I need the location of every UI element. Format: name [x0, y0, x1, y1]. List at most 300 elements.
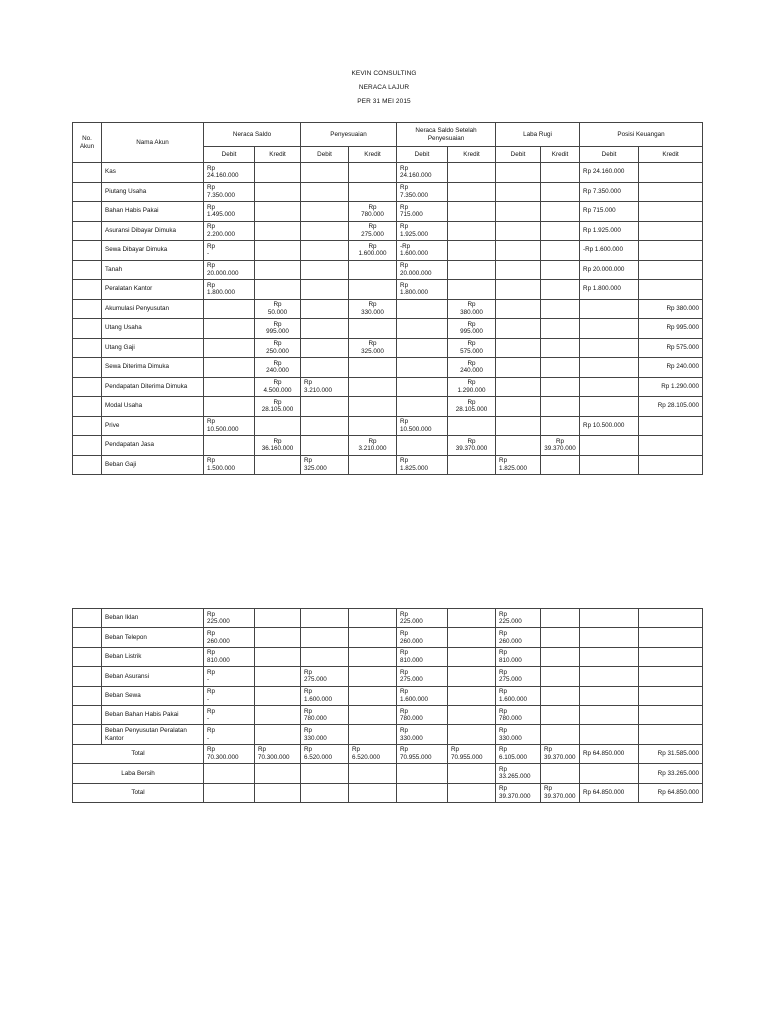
- amount-cell: [349, 725, 397, 744]
- account-number-cell: [73, 358, 102, 378]
- amount-cell: [301, 609, 349, 628]
- currency-label: Rp: [207, 746, 216, 754]
- amount-cell: [496, 358, 541, 378]
- currency-label: Rp: [499, 726, 508, 734]
- amount-cell: [349, 686, 397, 705]
- amount-cell: [349, 628, 397, 647]
- posisi-debit-cell: [580, 397, 639, 417]
- amount-cell: [301, 455, 349, 475]
- amount-cell: [496, 705, 541, 724]
- account-number-cell: [73, 397, 102, 417]
- amount-cell: [349, 260, 397, 280]
- table-row: [73, 260, 703, 280]
- amount-cell: [397, 397, 448, 417]
- posisi-debit-cell: [580, 667, 639, 686]
- table-row: [73, 686, 703, 705]
- amount-value: 330.000: [304, 734, 327, 742]
- posisi-kredit-cell: [639, 221, 703, 241]
- currency-label: Rp: [207, 726, 216, 734]
- table-row: [73, 163, 703, 183]
- worksheet-table-page2: [72, 608, 703, 803]
- currency-label: Rp: [400, 457, 409, 465]
- currency-label: Rp: [304, 688, 313, 696]
- amount-value: 1.600.000: [400, 250, 429, 258]
- posisi-kredit-cell: [639, 260, 703, 280]
- amount-cell: [397, 221, 448, 241]
- amount-value: 810.000: [400, 656, 423, 664]
- amount-cell: [541, 705, 580, 724]
- amount-cell: [204, 319, 255, 339]
- table-row: [73, 705, 703, 724]
- amount-cell: [541, 416, 580, 436]
- posisi-kredit-cell: [639, 202, 703, 222]
- amount-cell: [541, 609, 580, 628]
- amount-cell: [397, 647, 448, 666]
- amount-cell: [541, 764, 580, 783]
- table-row: [73, 647, 703, 666]
- amount-cell: [255, 299, 301, 319]
- amount-cell: [397, 202, 448, 222]
- currency-label: Rp: [400, 223, 409, 231]
- amount-cell: [301, 416, 349, 436]
- amount-value: 1.825.000: [400, 464, 429, 472]
- account-name: Pendapatan Jasa: [102, 436, 204, 456]
- table-row: [73, 202, 703, 222]
- currency-label: Rp: [467, 379, 476, 387]
- account-number-cell: [73, 319, 102, 339]
- account-name: Beban Gaji: [102, 455, 204, 475]
- amount-cell: [204, 686, 255, 705]
- account-number-cell: [73, 202, 102, 222]
- amount-cell: [496, 725, 541, 744]
- amount-cell: [496, 609, 541, 628]
- posisi-debit-cell: Rp 64.850.000: [580, 783, 639, 802]
- currency-label: Rp: [499, 707, 508, 715]
- table-row: [73, 667, 703, 686]
- amount-cell: [541, 377, 580, 397]
- amount-cell: [255, 280, 301, 300]
- header-debit: Debit: [496, 147, 541, 163]
- amount-cell: [255, 628, 301, 647]
- amount-cell: [496, 397, 541, 417]
- amount-value: 50.000: [267, 308, 288, 316]
- grand-total-row: [73, 783, 703, 802]
- currency-label: Rp: [400, 262, 409, 270]
- currency-label: Rp: [207, 242, 216, 250]
- amount-cell: [541, 436, 580, 456]
- amount-cell: [349, 241, 397, 261]
- account-name: Beban Telepon: [102, 628, 204, 647]
- posisi-kredit-cell: Rp 1.290.000: [639, 377, 703, 397]
- amount-value: 715.000: [400, 211, 423, 219]
- account-name: Asuransi Dibayar Dimuka: [102, 221, 204, 241]
- amount-cell: [349, 182, 397, 202]
- amount-cell: [448, 783, 496, 802]
- amount-value: 1.600.000: [499, 695, 528, 703]
- amount-cell: [301, 667, 349, 686]
- amount-cell: [204, 764, 255, 783]
- amount-cell: [301, 686, 349, 705]
- table-row: [73, 725, 703, 744]
- posisi-kredit-cell: [639, 628, 703, 647]
- currency-label: Rp: [400, 164, 409, 172]
- currency-label: Rp: [207, 610, 216, 618]
- total-row-label: Total: [73, 744, 204, 763]
- posisi-debit-cell: [580, 686, 639, 705]
- amount-cell: [204, 609, 255, 628]
- amount-cell: [204, 628, 255, 647]
- account-number-cell: [73, 455, 102, 475]
- header-kredit: Kredit: [541, 147, 580, 163]
- amount-cell: [397, 609, 448, 628]
- amount-value: 780.000: [499, 715, 522, 723]
- account-name: Beban Listrik: [102, 647, 204, 666]
- table-row: [73, 299, 703, 319]
- amount-cell: [349, 358, 397, 378]
- header-neraca-saldo: Neraca Saldo: [204, 123, 301, 147]
- amount-value: 4.500.000: [263, 386, 292, 394]
- account-number-cell: [73, 299, 102, 319]
- account-number-cell: [73, 628, 102, 647]
- amount-cell: [301, 163, 349, 183]
- amount-value: 20.000.000: [207, 269, 239, 277]
- amount-cell: [349, 221, 397, 241]
- account-name: Pendapatan Diterima Dimuka: [102, 377, 204, 397]
- amount-value: 1.290.000: [457, 386, 486, 394]
- account-name: Peralatan Kantor: [102, 280, 204, 300]
- table-row: [73, 377, 703, 397]
- amount-cell: [448, 744, 496, 763]
- amount-value: 1.600.000: [358, 250, 387, 258]
- account-name: Bahan Habis Pakai: [102, 202, 204, 222]
- header-nss: Neraca Saldo Setelah Penyesuaian: [397, 123, 496, 147]
- currency-label: Rp: [499, 765, 508, 773]
- amount-cell: [349, 202, 397, 222]
- amount-value: 325.000: [304, 464, 327, 472]
- currency-label: Rp: [304, 457, 313, 465]
- amount-value: -: [207, 715, 210, 723]
- currency-label: Rp: [467, 437, 476, 445]
- amount-cell: [349, 163, 397, 183]
- currency-label: Rp: [304, 746, 313, 754]
- amount-cell: [349, 647, 397, 666]
- amount-cell: [349, 338, 397, 358]
- amount-cell: [541, 686, 580, 705]
- amount-cell: [349, 377, 397, 397]
- currency-label: Rp: [368, 340, 377, 348]
- currency-label: Rp: [400, 649, 409, 657]
- amount-cell: [397, 299, 448, 319]
- posisi-kredit-cell: [639, 182, 703, 202]
- amount-value: 225.000: [400, 618, 423, 626]
- posisi-debit-cell: [580, 764, 639, 783]
- currency-label: Rp: [304, 668, 313, 676]
- amount-value: 36.160.000: [261, 445, 294, 453]
- period-title: PER 31 MEI 2015: [357, 98, 411, 105]
- amount-cell: [448, 338, 496, 358]
- account-number-cell: [73, 221, 102, 241]
- amount-cell: [255, 358, 301, 378]
- currency-label: Rp: [400, 610, 409, 618]
- amount-cell: [397, 280, 448, 300]
- amount-value: 330.000: [499, 734, 522, 742]
- amount-cell: [397, 628, 448, 647]
- amount-value: 225.000: [499, 618, 522, 626]
- table-row: [73, 241, 703, 261]
- amount-cell: [541, 260, 580, 280]
- amount-cell: [448, 705, 496, 724]
- amount-value: 70.955.000: [451, 753, 483, 761]
- amount-value: 10.500.000: [207, 425, 239, 433]
- amount-value: 240.000: [266, 367, 289, 375]
- amount-cell: [204, 397, 255, 417]
- amount-cell: [255, 163, 301, 183]
- amount-value: 260.000: [207, 637, 230, 645]
- account-name: Modal Usaha: [102, 397, 204, 417]
- posisi-debit-cell: [580, 609, 639, 628]
- amount-value: -: [207, 734, 210, 742]
- amount-cell: [496, 319, 541, 339]
- amount-cell: [204, 182, 255, 202]
- amount-cell: [541, 725, 580, 744]
- currency-label: Rp: [400, 418, 409, 426]
- currency-label: Rp: [400, 726, 409, 734]
- amount-value: 10.500.000: [400, 425, 432, 433]
- amount-cell: [397, 455, 448, 475]
- header-debit: Debit: [301, 147, 349, 163]
- account-number-cell: [73, 163, 102, 183]
- table-row: [73, 436, 703, 456]
- amount-cell: [301, 764, 349, 783]
- amount-value: 1.925.000: [400, 230, 429, 238]
- currency-label: Rp: [207, 223, 216, 231]
- amount-cell: [204, 241, 255, 261]
- posisi-debit-cell: Rp 64.850.000: [580, 744, 639, 763]
- currency-label: Rp: [368, 242, 377, 250]
- amount-cell: [541, 744, 580, 763]
- table-row: [73, 455, 703, 475]
- amount-value: 33.265.000: [499, 773, 531, 781]
- amount-cell: [349, 416, 397, 436]
- currency-label: Rp: [400, 203, 409, 211]
- amount-cell: [397, 319, 448, 339]
- account-name: Prive: [102, 416, 204, 436]
- account-name: Beban Asuransi: [102, 667, 204, 686]
- grand-total-row-label: Total: [73, 783, 204, 802]
- currency-label: Rp: [207, 262, 216, 270]
- currency-label: Rp: [499, 629, 508, 637]
- amount-cell: [496, 436, 541, 456]
- amount-cell: [397, 764, 448, 783]
- account-name: Beban Sewa: [102, 686, 204, 705]
- amount-cell: [255, 783, 301, 802]
- currency-label: -Rp: [400, 242, 411, 250]
- currency-label: Rp: [499, 746, 508, 754]
- amount-cell: [349, 744, 397, 763]
- amount-cell: [301, 377, 349, 397]
- currency-label: Rp: [467, 398, 476, 406]
- currency-label: Rp: [207, 649, 216, 657]
- account-number-cell: [73, 182, 102, 202]
- amount-cell: [255, 202, 301, 222]
- amount-cell: [301, 299, 349, 319]
- posisi-kredit-cell: [639, 667, 703, 686]
- amount-value: 28.105.000: [261, 406, 294, 414]
- amount-cell: [204, 202, 255, 222]
- company-title: KEVIN CONSULTING: [351, 70, 417, 77]
- table-row: [73, 182, 703, 202]
- account-number-cell: [73, 260, 102, 280]
- amount-cell: [448, 628, 496, 647]
- amount-value: 780.000: [304, 715, 327, 723]
- posisi-kredit-cell: [639, 416, 703, 436]
- amount-cell: [255, 338, 301, 358]
- amount-value: 225.000: [207, 618, 230, 626]
- amount-value: 780.000: [361, 211, 384, 219]
- total-row: [73, 744, 703, 763]
- currency-label: Rp: [467, 320, 476, 328]
- currency-label: Rp: [207, 629, 216, 637]
- header-kredit: Kredit: [639, 147, 703, 163]
- amount-cell: [204, 455, 255, 475]
- amount-cell: [301, 221, 349, 241]
- account-number-cell: [73, 647, 102, 666]
- amount-cell: [541, 647, 580, 666]
- table-row: [73, 221, 703, 241]
- posisi-kredit-cell: [639, 436, 703, 456]
- worksheet-table-page1: [72, 122, 703, 475]
- account-number-cell: [73, 609, 102, 628]
- amount-cell: [349, 609, 397, 628]
- currency-label: Rp: [207, 164, 216, 172]
- amount-value: 70.300.000: [258, 753, 290, 761]
- amount-cell: [255, 455, 301, 475]
- posisi-kredit-cell: Rp 28.105.000: [639, 397, 703, 417]
- amount-cell: [204, 647, 255, 666]
- amount-value: 6.105.000: [499, 753, 528, 761]
- amount-cell: [301, 280, 349, 300]
- posisi-kredit-cell: [639, 280, 703, 300]
- posisi-kredit-cell: Rp 31.585.000: [639, 744, 703, 763]
- amount-value: 780.000: [400, 715, 423, 723]
- table-row: [73, 609, 703, 628]
- amount-cell: [397, 667, 448, 686]
- amount-cell: [448, 416, 496, 436]
- currency-label: Rp: [207, 418, 216, 426]
- currency-label: Rp: [499, 610, 508, 618]
- currency-label: Rp: [368, 437, 377, 445]
- amount-value: 810.000: [207, 656, 230, 664]
- table-row: [73, 358, 703, 378]
- amount-cell: [448, 202, 496, 222]
- amount-cell: [496, 744, 541, 763]
- amount-cell: [301, 783, 349, 802]
- amount-cell: [204, 260, 255, 280]
- currency-label: Rp: [207, 457, 216, 465]
- currency-label: Rp: [273, 398, 282, 406]
- header-no-akun: No. Akun: [73, 123, 102, 163]
- laba-bersih-row: [73, 764, 703, 783]
- currency-label: Rp: [207, 688, 216, 696]
- amount-cell: [496, 221, 541, 241]
- account-number-cell: [73, 686, 102, 705]
- header-debit: Debit: [397, 147, 448, 163]
- amount-cell: [397, 163, 448, 183]
- currency-label: Rp: [304, 726, 313, 734]
- amount-cell: [397, 241, 448, 261]
- amount-cell: [255, 686, 301, 705]
- amount-value: 995.000: [266, 328, 289, 336]
- amount-value: 325.000: [361, 347, 384, 355]
- currency-label: Rp: [207, 668, 216, 676]
- posisi-kredit-cell: [639, 705, 703, 724]
- account-name: Akumulasi Penyusutan: [102, 299, 204, 319]
- amount-cell: [349, 319, 397, 339]
- amount-cell: [204, 725, 255, 744]
- posisi-debit-cell: [580, 436, 639, 456]
- account-number-cell: [73, 705, 102, 724]
- amount-cell: [301, 397, 349, 417]
- currency-label: Rp: [400, 281, 409, 289]
- account-name: Tanah: [102, 260, 204, 280]
- account-name: Sewa Diterima Dimuka: [102, 358, 204, 378]
- posisi-debit-cell: [580, 725, 639, 744]
- amount-cell: [541, 202, 580, 222]
- amount-cell: [397, 725, 448, 744]
- amount-cell: [448, 455, 496, 475]
- amount-cell: [204, 416, 255, 436]
- currency-label: Rp: [273, 320, 282, 328]
- amount-cell: [301, 705, 349, 724]
- amount-cell: [448, 260, 496, 280]
- amount-value: 1.600.000: [304, 695, 333, 703]
- amount-value: 70.300.000: [207, 753, 239, 761]
- amount-cell: [397, 260, 448, 280]
- amount-value: 380.000: [460, 308, 483, 316]
- amount-cell: [448, 667, 496, 686]
- amount-cell: [541, 455, 580, 475]
- header-kredit: Kredit: [255, 147, 301, 163]
- amount-cell: [204, 436, 255, 456]
- amount-cell: [301, 260, 349, 280]
- amount-value: 330.000: [361, 308, 384, 316]
- currency-label: Rp: [400, 668, 409, 676]
- posisi-debit-cell: [580, 705, 639, 724]
- amount-value: 1.600.000: [400, 695, 429, 703]
- amount-value: 1.495.000: [207, 211, 236, 219]
- account-number-cell: [73, 241, 102, 261]
- amount-cell: [448, 686, 496, 705]
- currency-label: Rp: [207, 184, 216, 192]
- currency-label: Rp: [273, 359, 282, 367]
- amount-cell: [349, 705, 397, 724]
- account-number-cell: [73, 416, 102, 436]
- currency-label: Rp: [556, 437, 565, 445]
- amount-cell: [301, 182, 349, 202]
- amount-cell: [255, 221, 301, 241]
- currency-label: Rp: [467, 359, 476, 367]
- currency-label: Rp: [499, 785, 508, 793]
- amount-value: 275.000: [400, 676, 423, 684]
- account-name: Piutang Usaha: [102, 182, 204, 202]
- amount-cell: [397, 182, 448, 202]
- amount-value: 240.000: [460, 367, 483, 375]
- posisi-kredit-cell: [639, 241, 703, 261]
- amount-value: 28.105.000: [455, 406, 488, 414]
- posisi-debit-cell: [580, 338, 639, 358]
- header-penyesuaian: Penyesuaian: [301, 123, 397, 147]
- amount-value: 39.370.000: [544, 753, 576, 761]
